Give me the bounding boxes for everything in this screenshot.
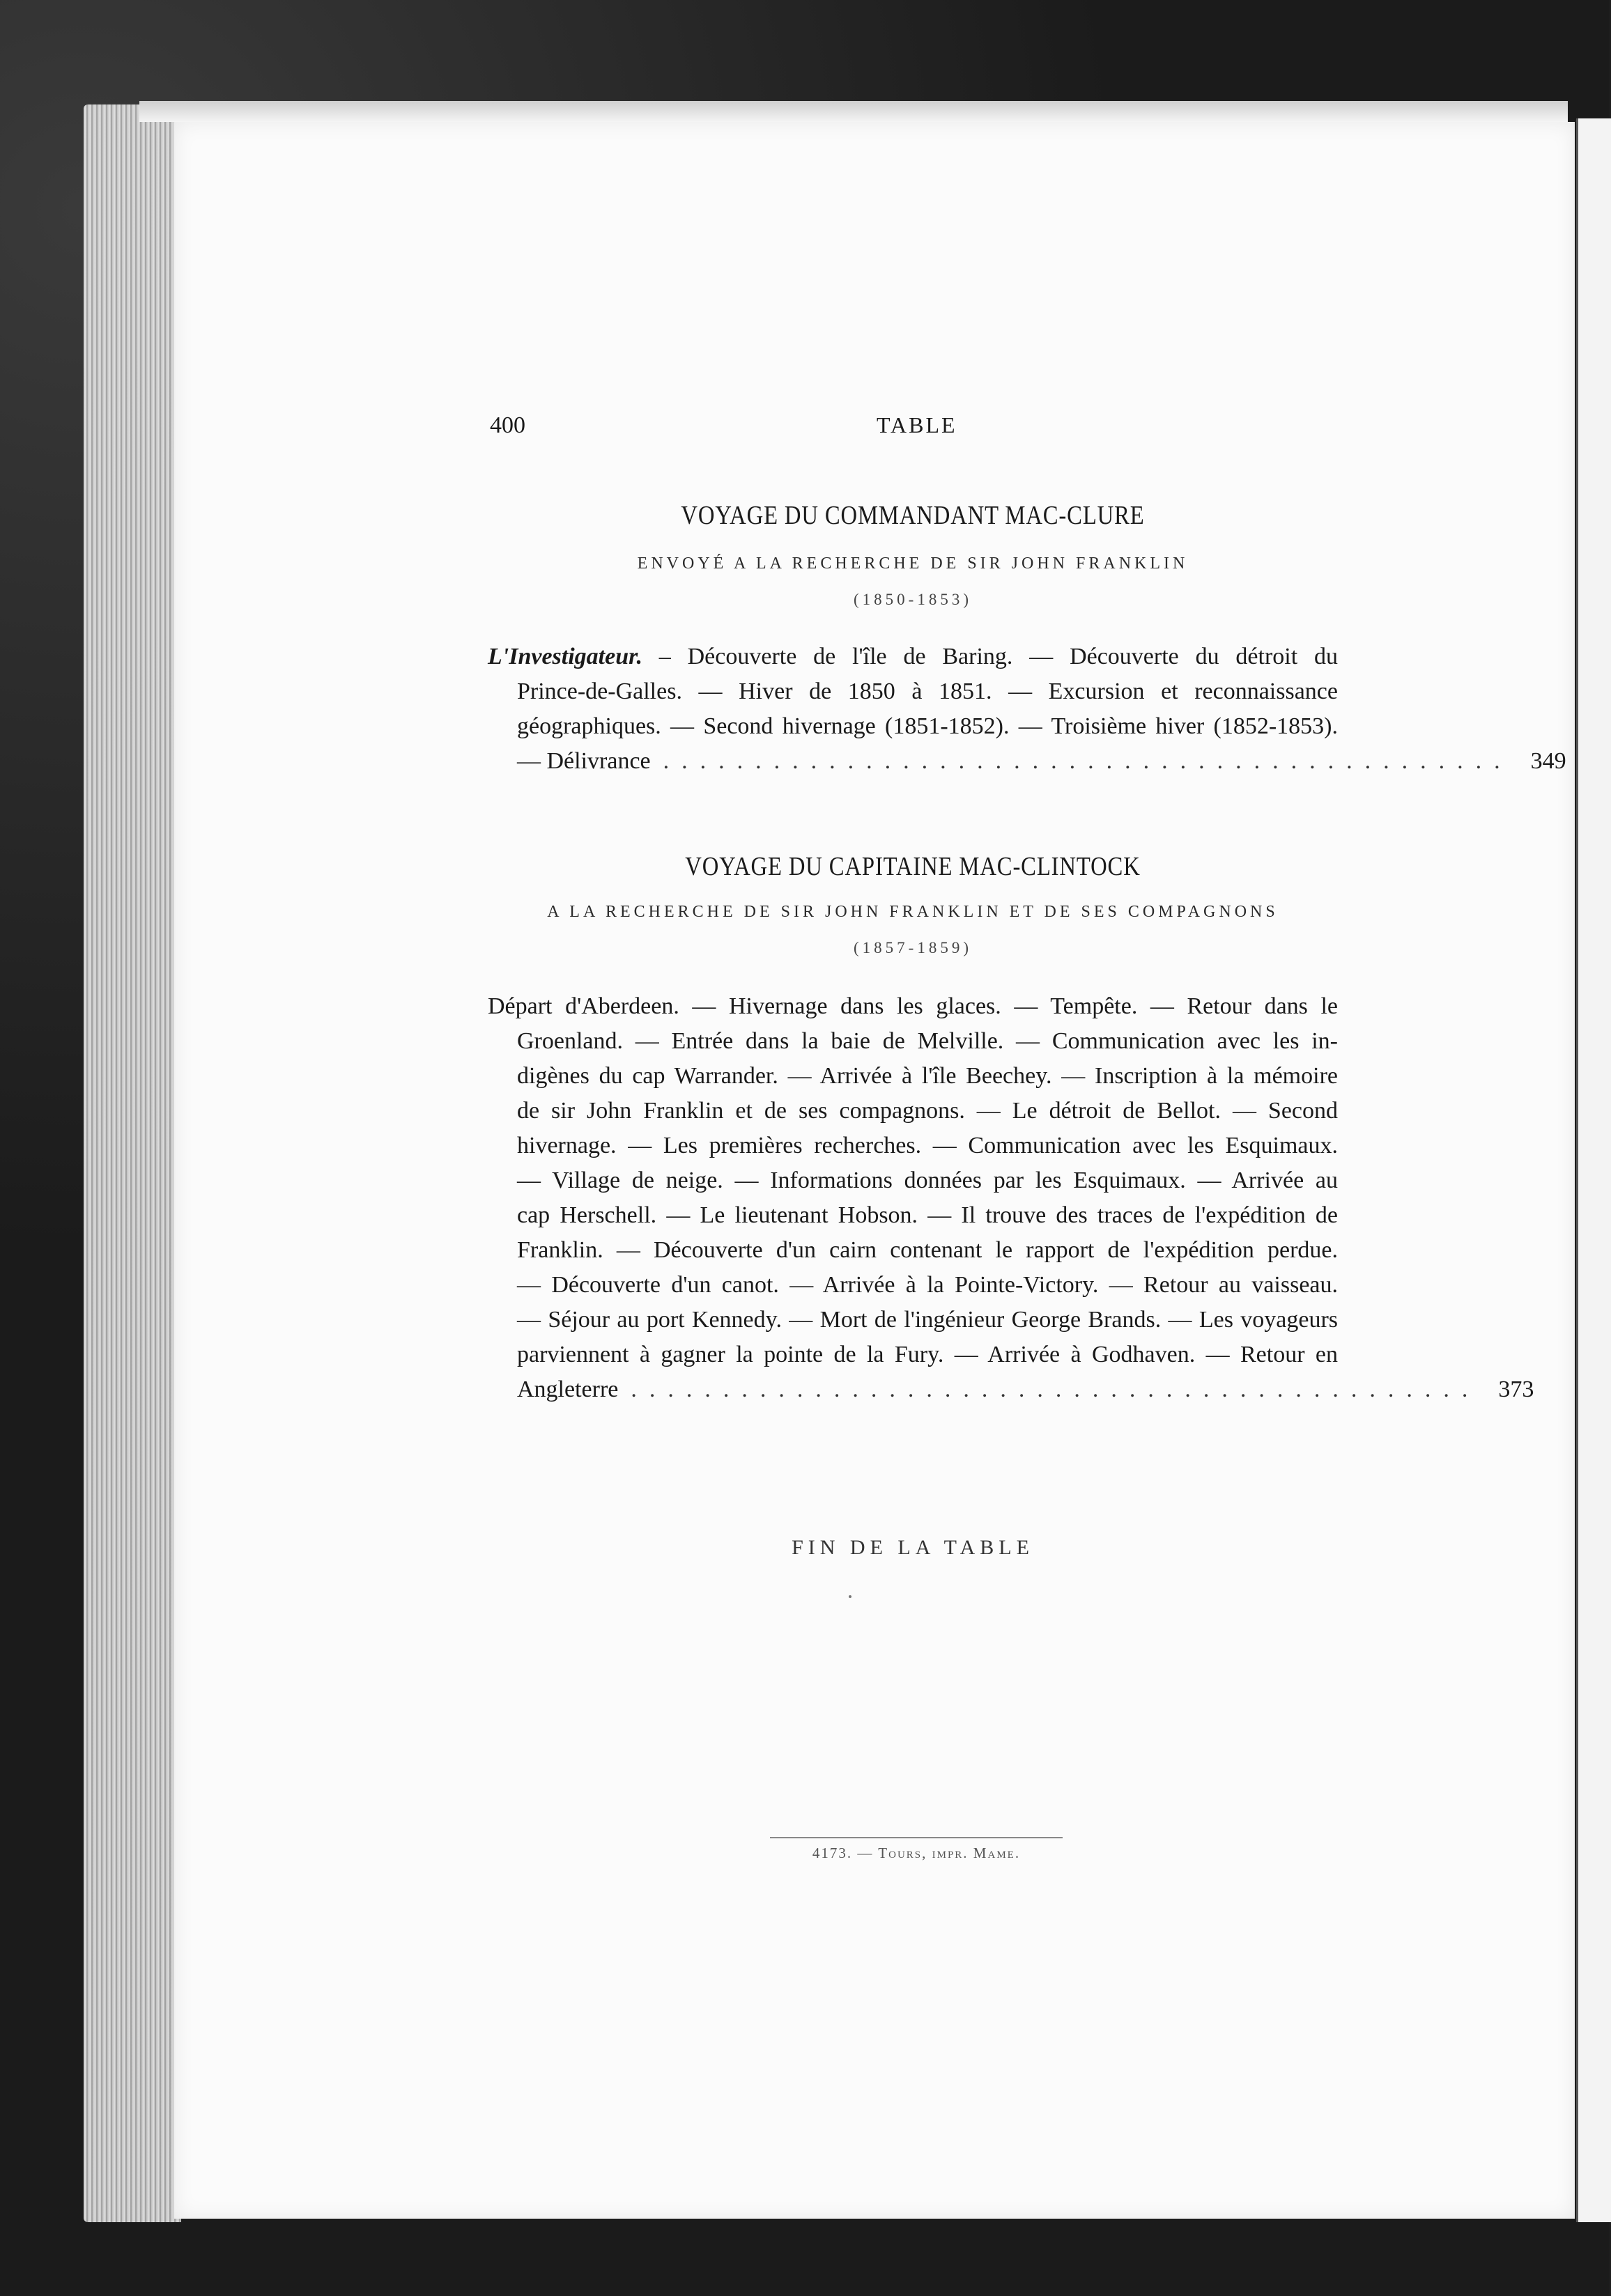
section-title: VOYAGE DU COMMANDANT MAC-CLURE	[681, 501, 1145, 530]
toc-entry-line: Groenland. — Entrée dans la baie de Melville. — Communication avec les in-	[517, 1028, 1338, 1054]
end-of-table: FIN DE LA TABLE	[792, 1536, 1034, 1559]
toc-entry-line: digènes du cap Warrander. — Arrivée à l'île Beechey. — Inscription à la mémoire	[517, 1063, 1338, 1089]
toc-entry-last-line	[488, 744, 1566, 779]
section-dates: (1857-1859)	[854, 939, 972, 956]
page-header	[490, 412, 964, 443]
toc-entry-line: hivernage. — Les premières recherches. — Communication avec les Esquimaux.	[517, 1133, 1338, 1158]
page-number: 400	[490, 412, 525, 438]
toc-entry-line: — Découverte d'un canot. — Arrivée à la Pointe-Victory. — Retour au vaisseau.	[517, 1272, 1338, 1298]
toc-entry-line	[488, 639, 1338, 674]
toc-entry-line: — Séjour au port Kennedy. — Mort de l'ingénieur George Brands. — Les voyageurs	[517, 1307, 1338, 1333]
toc-entry-line: de sir John Franklin et de ses compagnons. — Le détroit de Bellot. — Second	[517, 1098, 1338, 1124]
toc-entry-last-line	[488, 1372, 1534, 1407]
ornament-dot	[849, 1595, 851, 1598]
toc-section-mac-clure	[488, 500, 1566, 779]
footer-rule	[770, 1837, 1063, 1838]
section-dates: (1850-1853)	[854, 591, 972, 608]
ship-name: L'Investigateur.	[488, 644, 642, 669]
page-reference: 349	[1530, 748, 1566, 774]
dot-leader: ..............................................	[631, 1376, 1481, 1402]
toc-entry-line: cap Herschell. — Le lieutenant Hobson. — Il trouve des traces de l'expédition de	[517, 1202, 1338, 1228]
running-head: TABLE	[877, 412, 957, 437]
page-reference: 373	[1498, 1376, 1534, 1402]
toc-entry-line: parviennent à gagner la pointe de la Fury. — Arrivée à Godhaven. — Retour en	[517, 1342, 1338, 1367]
toc-entry-line: Franklin. — Découverte d'un cairn contenant le rapport de l'expédition perdue.	[517, 1237, 1338, 1263]
dot-leader: ..............................................	[663, 748, 1513, 774]
toc-section-mac-clintock	[488, 851, 1534, 1407]
toc-entry	[488, 989, 1534, 1407]
toc-entry-line-rest: – Découverte de l'île de Baring. — Découverte du détroit du	[642, 644, 1338, 669]
section-subtitle: A LA RECHERCHE DE SIR JOHN FRANKLIN ET DE SES COMPAGNONS	[547, 903, 1279, 921]
toc-entry-line: Prince-de-Galles. — Hiver de 1850 à 1851. — Excursion et reconnaissance	[517, 678, 1338, 704]
section-title: VOYAGE DU CAPITAINE MAC-CLINTOCK	[685, 852, 1141, 881]
printer-imprint: 4173. — Tours, impr. Mame.	[812, 1845, 1021, 1861]
toc-entry-tail: Angleterre	[517, 1376, 619, 1402]
book-top-edge	[139, 101, 1568, 122]
toc-entry-line: — Village de neige. — Informations données par les Esquimaux. — Arrivée au	[517, 1168, 1338, 1193]
toc-entry	[488, 639, 1566, 779]
toc-entry-tail: — Délivrance	[517, 748, 651, 774]
book-page-edges	[84, 104, 181, 2222]
toc-entry-line: géographiques. — Second hivernage (1851-1852). — Troisième hiver (1852-1853).	[517, 713, 1338, 739]
facing-page-edge	[1576, 118, 1611, 2222]
section-subtitle: ENVOYÉ A LA RECHERCHE DE SIR JOHN FRANKLIN	[637, 554, 1189, 573]
toc-entry-line: Départ d'Aberdeen. — Hivernage dans les glaces. — Tempête. — Retour dans le	[488, 993, 1338, 1019]
